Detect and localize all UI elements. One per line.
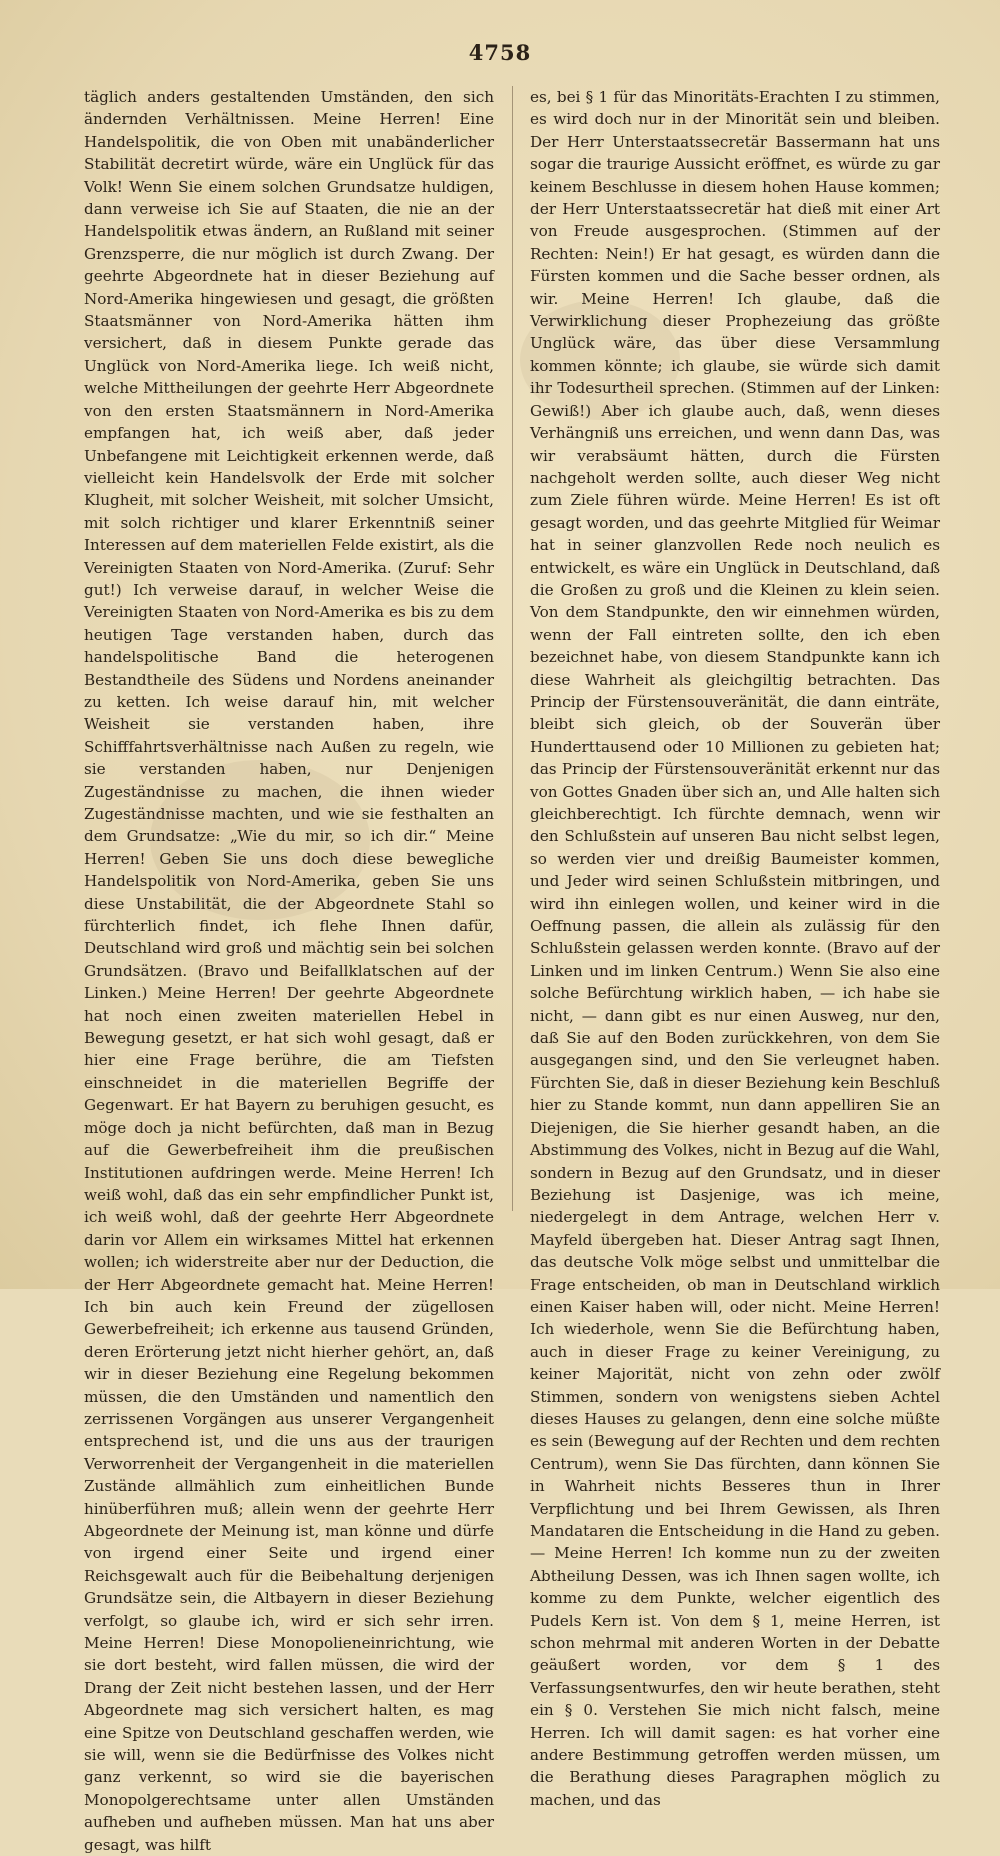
page-number: 4758 <box>468 40 532 65</box>
column-divider <box>512 86 513 1211</box>
text-column-left <box>84 86 494 1854</box>
text-column-right <box>530 86 940 1809</box>
column-text-right: es, bei § 1 für das Minoritäts-Erachten I zu stimmen, es wird doch nur in der Minorität sein und bleiben. Der Herr Unterstaatssecretär Bassermann hat uns sogar die traurige Aussicht eröffnet, es würde zu gar keinem Beschlusse in diesem hohen Hause kommen; der Herr Unterstaatssecretär hat dieß mit einer Art von Freude ausgesprochen. (Stimmen auf der Rechten: Nein!) Er hat gesagt, es würden dann die Fürsten kommen und die Sache besser ordnen, als wir. Meine Herren! Ich glaube, daß die Verwirklichung dieser Prophezeiung das größte Unglück wäre, das über diese Versammlung kommen könnte; ich glaube, sie würde sich damit ihr Todesurtheil sprechen. (Stimmen auf der Linken: Gewiß!) Aber ich glaube auch, daß, wenn dieses Verhängniß uns erreichen, und wenn dann Das, was wir verabsäumt hätten, durch die Fürsten nachgeholt werden sollte, auch dieser Weg nicht zum Ziele führen würde. Meine Herren! Es ist oft gesagt worden, und das geehrte Mitglied für Weimar hat in seiner glanzvollen Rede noch neulich es entwickelt, es wäre ein Unglück in Deutschland, daß die Großen zu groß und die Kleinen zu klein seien. Von dem Standpunkte, den wir einnehmen würden, wenn der Fall eintreten sollte, den ich eben bezeichnet habe, von diesem Standpunkte kann ich diese Wahrheit als gleichgiltig betrachten. Das Princip der Fürstensouveränität, die dann einträte, bleibt sich gleich, ob der Souverän über Hunderttausend oder 10 Millionen zu gebieten hat; das Princip der Fürstensouveränität erkennt nur das von Gottes Gnaden über sich an, und Alle halten sich gleichberechtigt. Ich fürchte demnach, wenn wir den Schlußstein auf unseren Bau nicht selbst legen, so werden vier und dreißig Baumeister kommen, und Jeder wird seinen Schlußstein mitbringen, und wird ihn einlegen wollen, und keiner wird in die Oeffnung passen, die allein als zulässig für den Schlußstein gelassen werden konnte. (Bravo auf der Linken und im linken Centrum.) Wenn Sie also eine solche Befürchtung wirklich haben, — ich habe sie nicht, — dann gibt es nur einen Ausweg, nur den, daß Sie auf den Boden zurückkehren, von dem Sie ausgegangen sind, und den Sie verleugnet haben. Fürchten Sie, daß in dieser Beziehung kein Beschluß hier zu Stande kommt, nun dann appelliren Sie an Diejenigen, die Sie hierher gesandt haben, an die Abstimmung des Volkes, nicht in Bezug auf die Wahl, sondern in Bezug auf den Grundsatz, und in dieser Beziehung ist Dasjenige, was ich meine, niedergelegt in dem Antrage, welchen Herr v. Mayfeld übergeben hat. Dieser Antrag sagt Ihnen, das deutsche Volk möge selbst und unmittelbar die Frage entscheiden, ob man in Deutschland wirklich einen Kaiser haben will, oder nicht. Meine Herren! Ich wiederhole, wenn Sie die Befürchtung haben, auch in dieser Frage zu keiner Vereinigung, zu keiner Majorität, nicht von zehn oder zwölf Stimmen, sondern von wenigstens sieben Achtel dieses Hauses zu gelangen, denn eine solche müßte es sein (Bewegung auf der Rechten und dem rechten Centrum), wenn Sie Das fürchten, dann können Sie in Wahrheit nichts Besseres thun in Ihrer Verpflichtung und bei Ihrem Gewissen, als Ihren Mandataren die Entscheidung in die Hand zu geben. — Meine Herren! Ich komme nun zu der zweiten Abtheilung Dessen, was ich Ihnen sagen wollte, ich komme zu dem Punkte, welcher eigentlich des Pudels Kern ist. Von dem § 1, meine Herren, ist schon mehrmal mit anderen Worten in der Debatte geäußert worden, vor dem § 1 des Verfassungsentwurfes, den wir heute berathen, steht ein § 0. Verstehen Sie mich nicht falsch, meine Herren. Ich will damit sagen: es hat vorher eine andere Bestimmung getroffen werden müssen, um die Berathung dieses Paragraphen möglich zu machen, und das <box>530 88 940 1809</box>
column-text-left: täglich anders gestaltenden Umständen, den sich ändernden Verhältnissen. Meine Herren! Eine Handelspolitik, die von Oben mit unabänderlicher Stabilität decretirt würde, wäre ein Unglück für das Volk! Wenn Sie einem solchen Grundsatze huldigen, dann verweise ich Sie auf Staaten, die nie an der Handelspolitik etwas ändern, an Rußland mit seiner Grenzsperre, die nur möglich ist durch Zwang. Der geehrte Abgeordnete hat in dieser Beziehung auf Nord-Amerika hingewiesen und gesagt, die größten Staatsmänner von Nord-Amerika hätten ihm versichert, daß in diesem Punkte gerade das Unglück von Nord-Amerika liege. Ich weiß nicht, welche Mittheilungen der geehrte Herr Abgeordnete von den ersten Staatsmännern in Nord-Amerika empfangen hat, ich weiß aber, daß jeder Unbefangene mit Leichtigkeit erkennen werde, daß vielleicht kein Handelsvolk der Erde mit solcher Klugheit, mit solcher Weisheit, mit solcher Umsicht, mit solch richtiger und klarer Erkenntniß seiner Interessen auf dem materiellen Felde existirt, als die Vereinigten Staaten von Nord-Amerika. (Zuruf: Sehr gut!) Ich verweise darauf, in welcher Weise die Vereinigten Staaten von Nord-Amerika es bis zu dem heutigen Tage verstanden haben, durch das handelspolitische Band die heterogenen Bestandtheile des Südens und Nordens aneinander zu ketten. Ich weise darauf hin, mit welcher Weisheit sie verstanden haben, ihre Schifffahrtsverhältnisse nach Außen zu regeln, wie sie verstanden haben, nur Denjenigen Zugeständnisse zu machen, die ihnen wieder Zugeständnisse machten, und wie sie festhalten an dem Grundsatze: „Wie du mir, so ich dir.“ Meine Herren! Geben Sie uns doch diese bewegliche Handelspolitik von Nord-Amerika, geben Sie uns diese Unstabilität, die der Abgeordnete Stahl so fürchterlich findet, ich flehe Ihnen dafür, Deutschland wird groß und mächtig sein bei solchen Grundsätzen. (Bravo und Beifallklatschen auf der Linken.) Meine Herren! Der geehrte Abgeordnete hat noch einen zweiten materiellen Hebel in Bewegung gesetzt, er hat sich wohl gesagt, daß er hier eine Frage berühre, die am Tiefsten einschneidet in die materiellen Begriffe der Gegenwart. Er hat Bayern zu beruhigen gesucht, es möge doch ja nicht befürchten, daß man in Bezug auf die Gewerbefreiheit ihm die preußischen Institutionen aufdringen werde. Meine Herren! Ich weiß wohl, daß das ein sehr empfindlicher Punkt ist, ich weiß wohl, daß der geehrte Herr Abgeordnete darin vor Allem ein wirksames Mittel hat erkennen wollen; ich widerstreite aber nur der Deduction, die der Herr Abgeordnete gemacht hat. Meine Herren! Ich bin auch kein Freund der zügellosen Gewerbefreiheit; ich erkenne aus tausend Gründen, deren Erörterung jetzt nicht hierher gehört, an, daß wir in dieser Beziehung eine Regelung bekommen müssen, die den Umständen und namentlich den zerrissenen Vorgängen aus unserer Vergangenheit entsprechend ist, und die uns aus der traurigen Verworrenheit der Vergangenheit in die materiellen Zustände allmählich zum einheitlichen Bunde hinüberführen muß; allein wenn der geehrte Herr Abgeordnete der Meinung ist, man könne und dürfe von irgend einer Seite und irgend einer Reichsgewalt auch für die Beibehaltung derjenigen Grundsätze sein, die Altbayern in dieser Beziehung verfolgt, so glaube ich, wird er sich sehr irren. Meine Herren! Diese Monopolieneinrichtung, wie sie dort besteht, wird fallen müssen, die wird der Drang der Zeit nicht bestehen lassen, und der Herr Abgeordnete mag sich versichert halten, es mag eine Spitze von Deutschland geschaffen werden, wie sie will, wenn sie die Bedürfnisse des Volkes nicht ganz verkennt, so wird sie die bayerischen Monopolgerechtsame unter allen Umständen aufheben und aufheben müssen. Man hat uns aber gesagt, was hilft <box>84 88 494 1854</box>
